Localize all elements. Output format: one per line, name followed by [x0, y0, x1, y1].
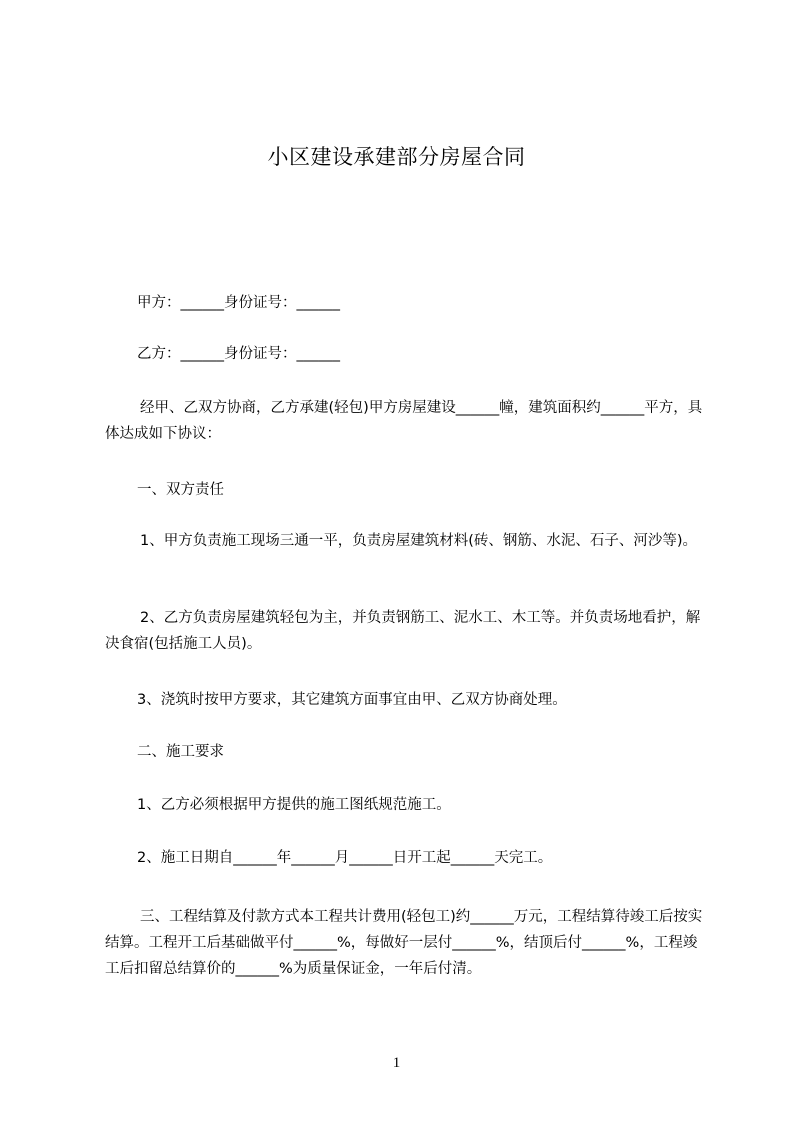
- section-2-heading: 二、施工要求: [137, 744, 224, 760]
- section-2-item-1: 1、乙方必须根据甲方提供的施工图纸规范施工。: [137, 797, 451, 813]
- page-number: 1: [392, 1055, 401, 1071]
- section-1-item-2: 2、乙方负责房屋建筑轻包为主，并负责钢筋工、泥水工、木工等。并负责场地看护，解决食宿(包括施工人员)。: [105, 610, 701, 652]
- section-2-item-2: 2、施工日期自______年______月______日开工起______天完工。: [137, 850, 553, 866]
- intro-paragraph: 经甲、乙双方协商，乙方承建(轻包)甲方房屋建设______幢，建筑面积约______平方，具体达成如下协议：: [105, 400, 703, 442]
- document-title: 小区建设承建部分房屋合同: [267, 145, 526, 169]
- party-b-line: 乙方：______身份证号：______: [137, 346, 340, 362]
- section-1-item-3: 3、浇筑时按甲方要求，其它建筑方面事宜由甲、乙双方协商处理。: [137, 692, 567, 708]
- section-1-heading: 一、双方责任: [137, 482, 224, 498]
- section-3-paragraph: 三、工程结算及付款方式本工程共计费用(轻包工)约______万元，工程结算待竣工后按实结算。工程开工后基础做平付______%，每做好一层付______%，结顶后付______%，工程竣工后扣留总结算价的______%为质量保证金，一年后付清。: [105, 909, 703, 977]
- section-1-item-1: 1、甲方负责施工现场三通一平，负责房屋建筑材料(砖、钢筋、水泥、石子、河沙等)。: [140, 533, 698, 549]
- party-a-line: 甲方：______身份证号：______: [137, 295, 340, 311]
